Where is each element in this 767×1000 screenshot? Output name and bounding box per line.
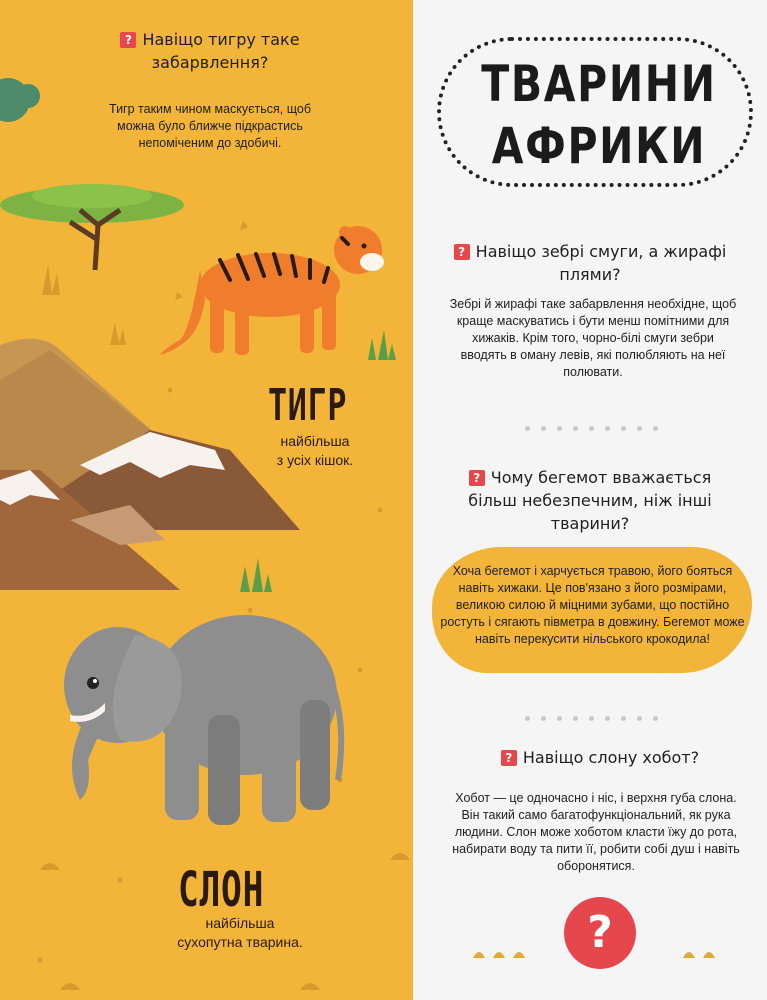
title-line-1: ТВАРИНИ — [481, 55, 717, 113]
question-badge-icon: ? — [469, 470, 485, 486]
elephant-name: СЛОН — [178, 862, 265, 918]
divider-dots — [525, 716, 658, 721]
answer-hippo: Хоча бегемот і харчується травою, його бояться навіть хижаки. Це пов'язано з його розмірами, великою силою й міцними зубами, що постійно ростуть і сягають півметра в довжину. Бегемот може навіть перекусити нільського крокодила! — [440, 564, 745, 646]
tiger-icon — [160, 226, 384, 355]
elephant-icon — [64, 615, 341, 825]
question-hippo: ? Чому бегемот вважається більш небезпечним, ніж інші тварини? — [468, 468, 712, 533]
tiger-question: ? Навіщо тигру таке забарвлення? — [60, 28, 360, 74]
tiger-caption: найбільша з усіх кішок. — [276, 433, 354, 468]
bush-icon — [0, 78, 40, 122]
question-badge-icon: ? — [120, 32, 136, 48]
mountains-icon — [0, 339, 300, 590]
tiger-answer: Тигр таким чином маскується, щоб можна було ближче підкрастись непоміченим до здобичі. — [108, 102, 311, 150]
divider-dots — [525, 426, 658, 431]
elephant-caption: найбільша сухопутна тварина. — [177, 915, 303, 950]
question-badge-icon: ? — [501, 750, 517, 766]
question-badge-icon: ? — [454, 244, 470, 260]
bottom-decoration — [413, 940, 767, 980]
title-line-2: АФРИКИ — [491, 117, 707, 175]
answer-elephant: Хобот — це одночасно і ніс, і верхня губа слона. Він такий само багатофункціональний, як рука людини. Слон може хоботом класти їжу до рота, набирати воду та пити її, робити собі душ і навіть оборонятися. — [452, 791, 740, 873]
answer-zebra: Зебрі й жирафі таке забарвлення необхідне, щоб краще маскуватись і бути менш помітними для хижаків. Крім того, чорно-білі смуги зебри вводять в оману левів, які полюбляють на неї полювати. — [449, 297, 737, 379]
acacia-tree-icon — [0, 184, 184, 270]
question-zebra: ? Навіщо зебрі смуги, а жирафі плями? — [440, 240, 740, 286]
question-circle-icon: ? — [564, 897, 636, 969]
question-elephant: ? Навіщо слону хобот? — [470, 746, 730, 769]
page-title — [437, 37, 753, 187]
tiger-name: ТИГР — [268, 380, 348, 431]
